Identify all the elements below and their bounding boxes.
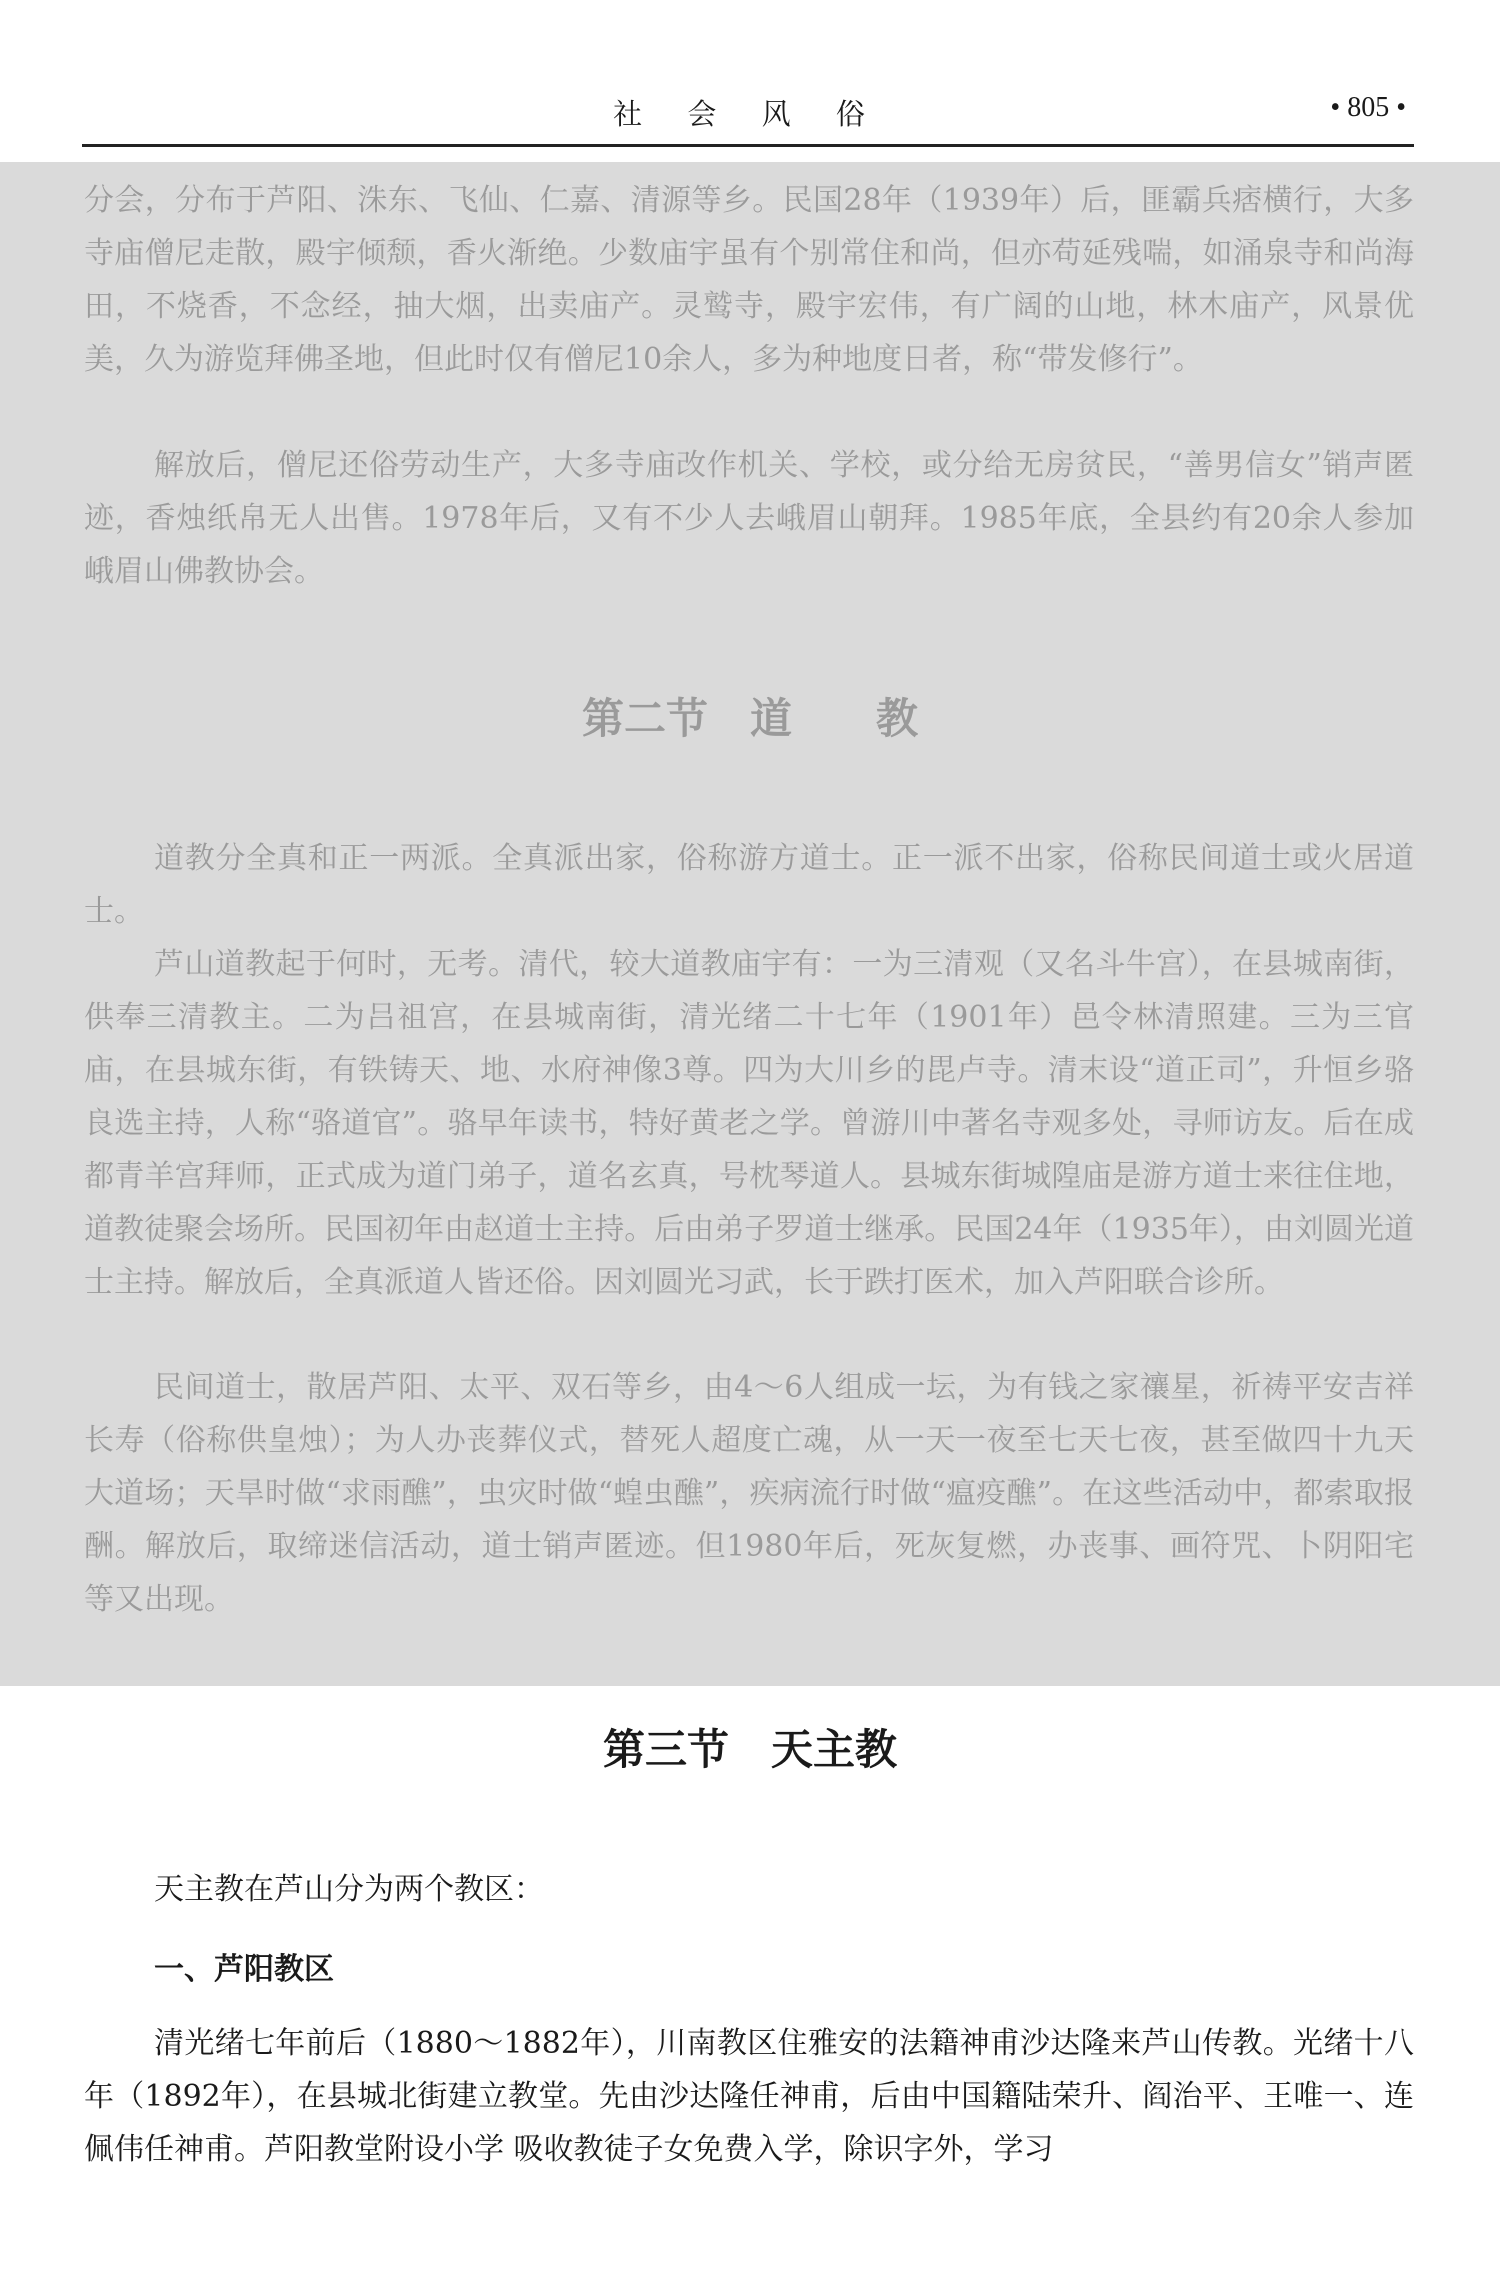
catholicism-paragraph: 清光绪七年前后（1880～1882年），川南教区住雅安的法籍神甫沙达隆来芦山传教。光绪十八年（1892年），在县城北街建立教堂。先由沙达隆任神甫，后由中国籍陆荣升、阎治平、王唯一、连佩伟任神甫。芦阳教堂附设小学 吸收教徒子女免费入学，除识字外，学习 xyxy=(84,2026,1414,2167)
catholicism-intro: 天主教在芦山分为两个教区： xyxy=(154,1872,544,1907)
taoism-paragraph-1: 道教分全真和正一两派。全真派出家，俗称游方道士。正一派不出家，俗称民间道士或火居道士。 xyxy=(84,841,1414,929)
section-title-taoism: 第二节 道 教 xyxy=(581,694,918,743)
subheading-luyang-diocese: 一、芦阳教区 xyxy=(154,1952,334,1987)
page-number: • 805 • xyxy=(1330,92,1406,123)
taoism-paragraph-2: 芦山道教起于何时，无考。清代，较大道教庙宇有：一为三清观（又名斗牛宫），在县城南街，供奉三清教主。二为吕祖宫，在县城南街，清光绪二十七年（1901年）邑令林清照建。三为三官庙，在县城东街，有铁铸天、地、水府神像3尊。四为大川乡的毘卢寺。清末设“道正司”，升恒乡骆良选主持，人称“骆道官”。骆早年读书，特好黄老之学。曾游川中著名寺观多处，寻师访友。后在成都青羊宫拜师，正式成为道门弟子，道名玄真，号枕琴道人。县城东街城隍庙是游方道士来往住地，道教徒聚会场所。民国初年由赵道士主持。后由弟子罗道士继承。民国24年（1935年），由刘圆光道士主持。解放后，全真派道人皆还俗。因刘圆光习武，长于跌打医术，加入芦阳联合诊所。 xyxy=(84,947,1414,1300)
taoism-paragraph-3: 民间道士，散居芦阳、太平、双石等乡，由4～6人组成一坛，为有钱之家禳星，祈祷平安吉祥长寿（俗称供皇烛）；为人办丧葬仪式，替死人超度亡魂，从一天一夜至七天七夜，甚至做四十九天大道场；天旱时做“求雨醮”，虫灾时做“蝗虫醮”，疾病流行时做“瘟疫醮”。在这些活动中，都索取报酬。解放后，取缔迷信活动，道士销声匿迹。但1980年后，死灰复燃，办丧事、画符咒、卜阴阳宅等又出现。 xyxy=(84,1370,1414,1617)
running-head: 社 会 风 俗 xyxy=(613,97,883,131)
section-title-catholicism: 第三节 天主教 xyxy=(602,1725,897,1774)
buddhism-paragraph-2: 解放后，僧尼还俗劳动生产，大多寺庙改作机关、学校，或分给无房贫民，“善男信女”销声匿迹，香烛纸帛无人出售。1978年后，又有不少人去峨眉山朝拜。1985年底，全县约有20余人参加峨眉山佛教协会。 xyxy=(84,448,1414,589)
page-header xyxy=(82,88,1414,147)
buddhism-paragraph-1: 分会，分布于芦阳、洙东、飞仙、仁嘉、清源等乡。民国28年（1939年）后，匪霸兵痞横行，大多寺庙僧尼走散，殿宇倾颓，香火渐绝。少数庙宇虽有个别常住和尚，但亦苟延残喘，如涌泉寺和尚海田，不烧香，不念经，抽大烟，出卖庙产。灵鹫寺，殿宇宏伟，有广阔的山地，林木庙产，风景优美，久为游览拜佛圣地，但此时仅有僧尼10余人，多为种地度日者，称“带发修行”。 xyxy=(84,183,1414,377)
